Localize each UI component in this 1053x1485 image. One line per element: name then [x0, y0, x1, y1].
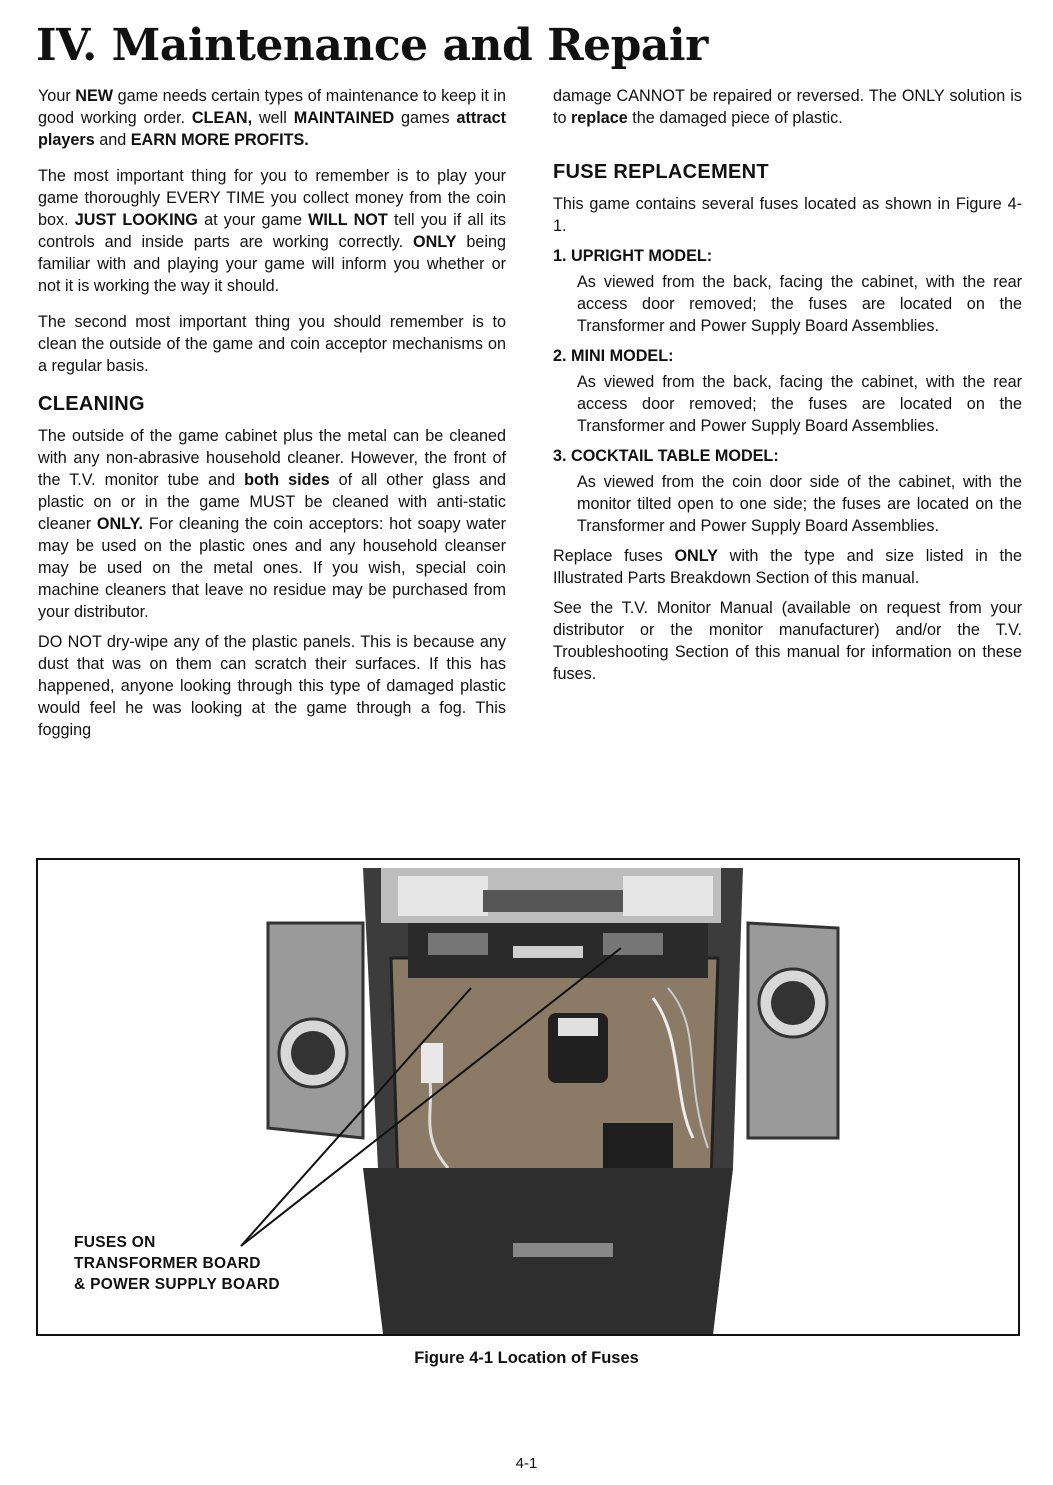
model-description: As viewed from the back, facing the cabinet, with the rear access door removed; the fuses are located on the Transformer and Power Supply Board Assemblies.: [577, 273, 1022, 335]
model-label: 2. MINI MODEL:: [553, 347, 674, 365]
page-title: IV. Maintenance and Repair: [36, 20, 708, 71]
page-number: 4-1: [515, 1455, 538, 1472]
cleaning-heading: CLEANING: [38, 393, 145, 415]
fuse-callout: [74, 1232, 280, 1295]
figure-caption: Figure 4-1 Location of Fuses: [414, 1349, 639, 1367]
model-0: [553, 245, 1022, 337]
fuse-intro: This game contains several fuses located as shown in Figure 4-1.: [553, 195, 1022, 235]
intro-paragraph-2: The most important thing for you to remember is to play your game thoroughly EVERY TIME you collect money from the coin box. JUST LOOKING at your game WILL NOT tell you if all its controls and inside parts are working correctly. ONLY being familiar with and playing your game will inform you whether or not it is working the way it should.: [38, 167, 506, 295]
model-1: [553, 345, 1022, 437]
model-label: 3. COCKTAIL TABLE MODEL:: [553, 447, 779, 465]
cabinet-photo: [213, 868, 893, 1334]
replace-paragraph: Replace fuses ONLY with the type and size listed in the Illustrated Parts Breakdown Section of this manual.: [553, 547, 1022, 587]
bold-text: JUST LOOKING: [74, 211, 198, 229]
bold-text: ONLY: [412, 233, 457, 251]
model-label: 1. UPRIGHT MODEL:: [553, 247, 713, 265]
figure-frame: [36, 858, 1020, 1336]
model-2: [553, 445, 1022, 537]
intro-paragraph-1: Your NEW game needs certain types of maintenance to keep it in good working order. CLEAN, well MAINTAINED games attract players and EARN MORE PROFITS.: [38, 87, 506, 149]
left-column: [38, 85, 506, 755]
cleaning-paragraph-1: The outside of the game cabinet plus the metal can be cleaned with any non-abrasive household cleaner. However, the front of the T.V. monitor tube and both sides of all other glass and plastic on or in the game MUST be cleaned with anti-static cleaner ONLY. For cleaning the coin acceptors: hot soapy water may be used on the plastic ones and any household cleanser may be used on the metal ones. If you wish, special coin machine cleaners that leave no residue may be purchased from your distributor.: [38, 427, 507, 621]
bold-text: NEW: [75, 87, 114, 105]
bold-text: replace: [571, 109, 628, 127]
callout-line: TRANSFORMER BOARD: [74, 1255, 261, 1272]
fuse-heading: FUSE REPLACEMENT: [553, 161, 769, 183]
cleaning-paragraph-2-continued: damage CANNOT be repaired or reversed. The ONLY solution is to replace the damaged piece of plastic.: [553, 87, 1022, 127]
see-manual-paragraph: See the T.V. Monitor Manual (available on request from your distributor or the monitor manufacturer) and/or the T.V. Troubleshooting Section of this manual for information on these fuses.: [553, 599, 1022, 683]
bold-text: ONLY: [674, 547, 718, 565]
bold-text: EARN MORE PROFITS.: [130, 131, 309, 149]
model-description: As viewed from the coin door side of the cabinet, with the monitor tilted open to one side; the fuses are located on the Transformer and Power Supply Board Assemblies.: [577, 473, 1022, 535]
model-description: As viewed from the back, facing the cabinet, with the rear access door removed; the fuses are located on the Transformer and Power Supply Board Assemblies.: [577, 373, 1022, 435]
bold-text: MAINTAINED: [293, 109, 395, 127]
bold-text: CLEAN,: [191, 109, 253, 127]
bold-text: both sides: [244, 471, 330, 489]
bold-text: attract players: [38, 109, 506, 149]
bold-text: WILL NOT: [308, 211, 388, 229]
bold-text: ONLY.: [96, 515, 144, 533]
cleaning-paragraph-2: DO NOT dry-wipe any of the plastic panels. This is because any dust that was on them can scratch their surfaces. If this has happened, anyone looking through this type of damaged plastic would feel he was looking at the game through a fog. This fogging: [38, 633, 506, 739]
callout-line: & POWER SUPPLY BOARD: [74, 1276, 280, 1293]
callout-line: FUSES ON: [74, 1234, 156, 1251]
right-column: [553, 85, 1022, 699]
intro-paragraph-3: The second most important thing you should remember is to clean the outside of the game and coin acceptor mechanisms on a regular basis.: [38, 313, 506, 375]
